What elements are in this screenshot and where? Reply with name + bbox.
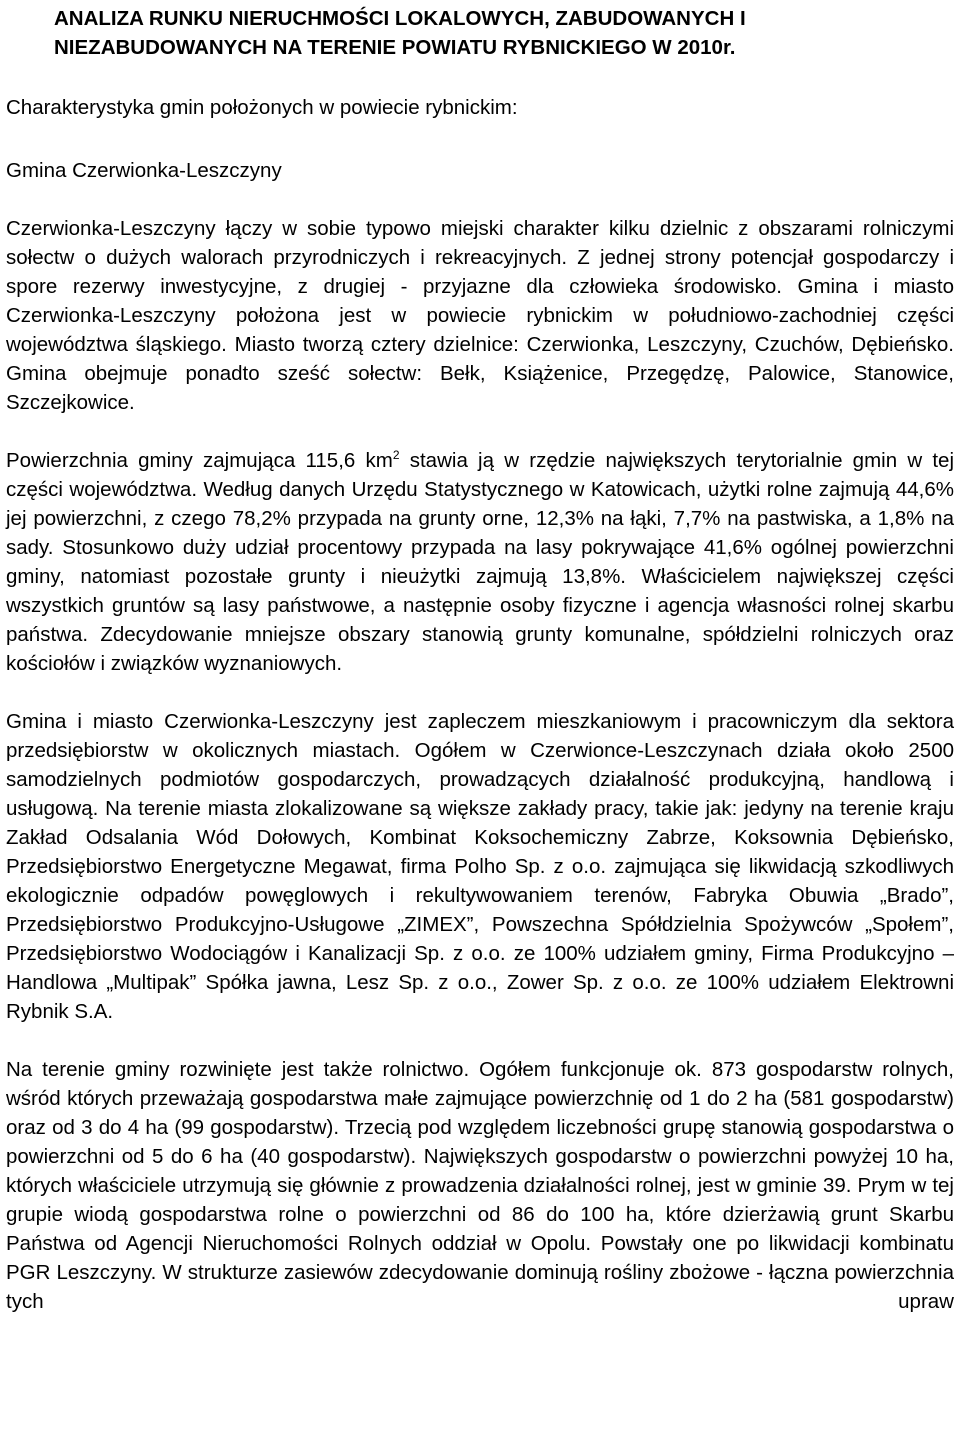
paragraph-2 bbox=[6, 446, 954, 678]
document-title-line-2: NIEZABUDOWANYCH NA TERENIE POWIATU RYBNICKIEGO W 2010r. bbox=[54, 36, 736, 59]
section-heading: Charakterystyka gmin położonych w powiecie rybnickim: bbox=[6, 96, 518, 119]
paragraph-2-text-end: stawia ją w rzędzie największych terytorialnie gmin w tej części województwa. Według danych Urzędu Statystycznego w Katowicach, użytki rolne zajmują 44,6% jej powierzchni, z czego 78,2% przypada na grunty orne, 12,3% na łąki, 7,7% na pastwiska, a 1,8% na sady. Stosunkowo duży udział procentowy przypada na lasy pokrywające 41,6% ogólnej powierzchni gminy, natomiast pozostałe grunty i nieużytki zajmują 13,8%. Właścicielem największej części wszystkich gruntów są lasy państwowe, a następnie osoby fizyczne i agencja własności rolnej skarbu państwa. Zdecydowanie mniejsze obszary stanowią grunty komunalne, spółdzielni rolniczych oraz kościołów i związków wyznaniowych. bbox=[6, 449, 954, 675]
paragraph-4: Na terenie gminy rozwinięte jest także rolnictwo. Ogółem funkcjonuje ok. 873 gospodarstw rolnych, wśród których przeważają gospodarstwa małe zajmujące powierzchnię od 1 do 2 ha (581 gospodarstw) oraz od 3 do 4 ha (99 gospodarstw). Trzecią pod względem liczebności grupę stanowią gospodarstwa o powierzchni od 5 do 6 ha (40 gospodarstw). Największych gospodarstw o powierzchni powyżej 10 ha, których właściciele utrzymują się głównie z prowadzenia działalności rolnej, jest w gminie 39. Prym w tej grupie wiodą gospodarstwa rolne o powierzchni od 86 do 100 ha, które dzierżawią grunt Skarbu Państwa od Agencji Nieruchomości Rolnych oddział w Opolu. Powstały one po likwidacji kombinatu PGR Leszczyny. W strukturze zasiewów zdecydowanie dominują rośliny zbożowe - łączna powierzchnia tych upraw bbox=[6, 1058, 954, 1313]
document-page bbox=[6, 0, 954, 1316]
paragraph-3: Gmina i miasto Czerwionka-Leszczyny jest zapleczem mieszkaniowym i pracowniczym dla sektora przedsiębiorstw w okolicznych miastach. Ogółem w Czerwionce-Leszczynach działa około 2500 samodzielnych podmiotów gospodarczych, prowadzących działalność produkcyjną, handlową i usługową. Na terenie miasta zlokalizowane są większe zakłady pracy, takie jak: jedyny na terenie kraju Zakład Odsalania Wód Dołowych, Kombinat Koksochemiczny Zabrze, Koksownia Dębieńsko, Przedsiębiorstwo Energetyczne Megawat, firma Polho Sp. z o.o. zajmująca się likwidacją szkodliwych ekologicznie odpadów powęglowych i rekultywowaniem terenów, Fabryka Obuwia „Brado”, Przedsiębiorstwo Produkcyjno-Usługowe „ZIMEX”, Powszechna Spółdzielnia Spożywców „Społem”, Przedsiębiorstwo Wodociągów i Kanalizacji Sp. z o.o. ze 100% udziałem gminy, Firma Produkcyjno – Handlowa „Multipak” Spółka jawna, Lesz Sp. z o.o., Zower Sp. z o.o. ze 100% udziałem Elektrowni Rybnik S.A. bbox=[6, 710, 954, 1023]
gmina-heading: Gmina Czerwionka-Leszczyny bbox=[6, 159, 282, 182]
paragraph-2-text-start: Powierzchnia gminy zajmująca 115,6 km bbox=[6, 449, 393, 472]
document-title-line-1: ANALIZA RUNKU NIERUCHMOŚCI LOKALOWYCH, ZABUDOWANYCH I bbox=[54, 7, 746, 30]
document-title bbox=[54, 4, 954, 62]
paragraph-1: Czerwionka-Leszczyny łączy w sobie typowo miejski charakter kilku dzielnic z obszarami rolniczymi sołectw o dużych walorach przyrodniczych i rekreacyjnych. Z jednej strony potencjał gospodarczy i spore rezerwy inwestycyjne, z drugiej - przyjazne dla człowieka środowisko. Gmina i miasto Czerwionka-Leszczyny położona jest w powiecie rybnickim w południowo-zachodniej części województwa śląskiego. Miasto tworzą cztery dzielnice: Czerwionka, Leszczyny, Czuchów, Dębieńsko. Gmina obejmuje ponadto sześć sołectw: Bełk, Książenice, Przegędzę, Palowice, Stanowice, Szczejkowice. bbox=[6, 217, 954, 414]
superscript-square: 2 bbox=[392, 448, 400, 462]
